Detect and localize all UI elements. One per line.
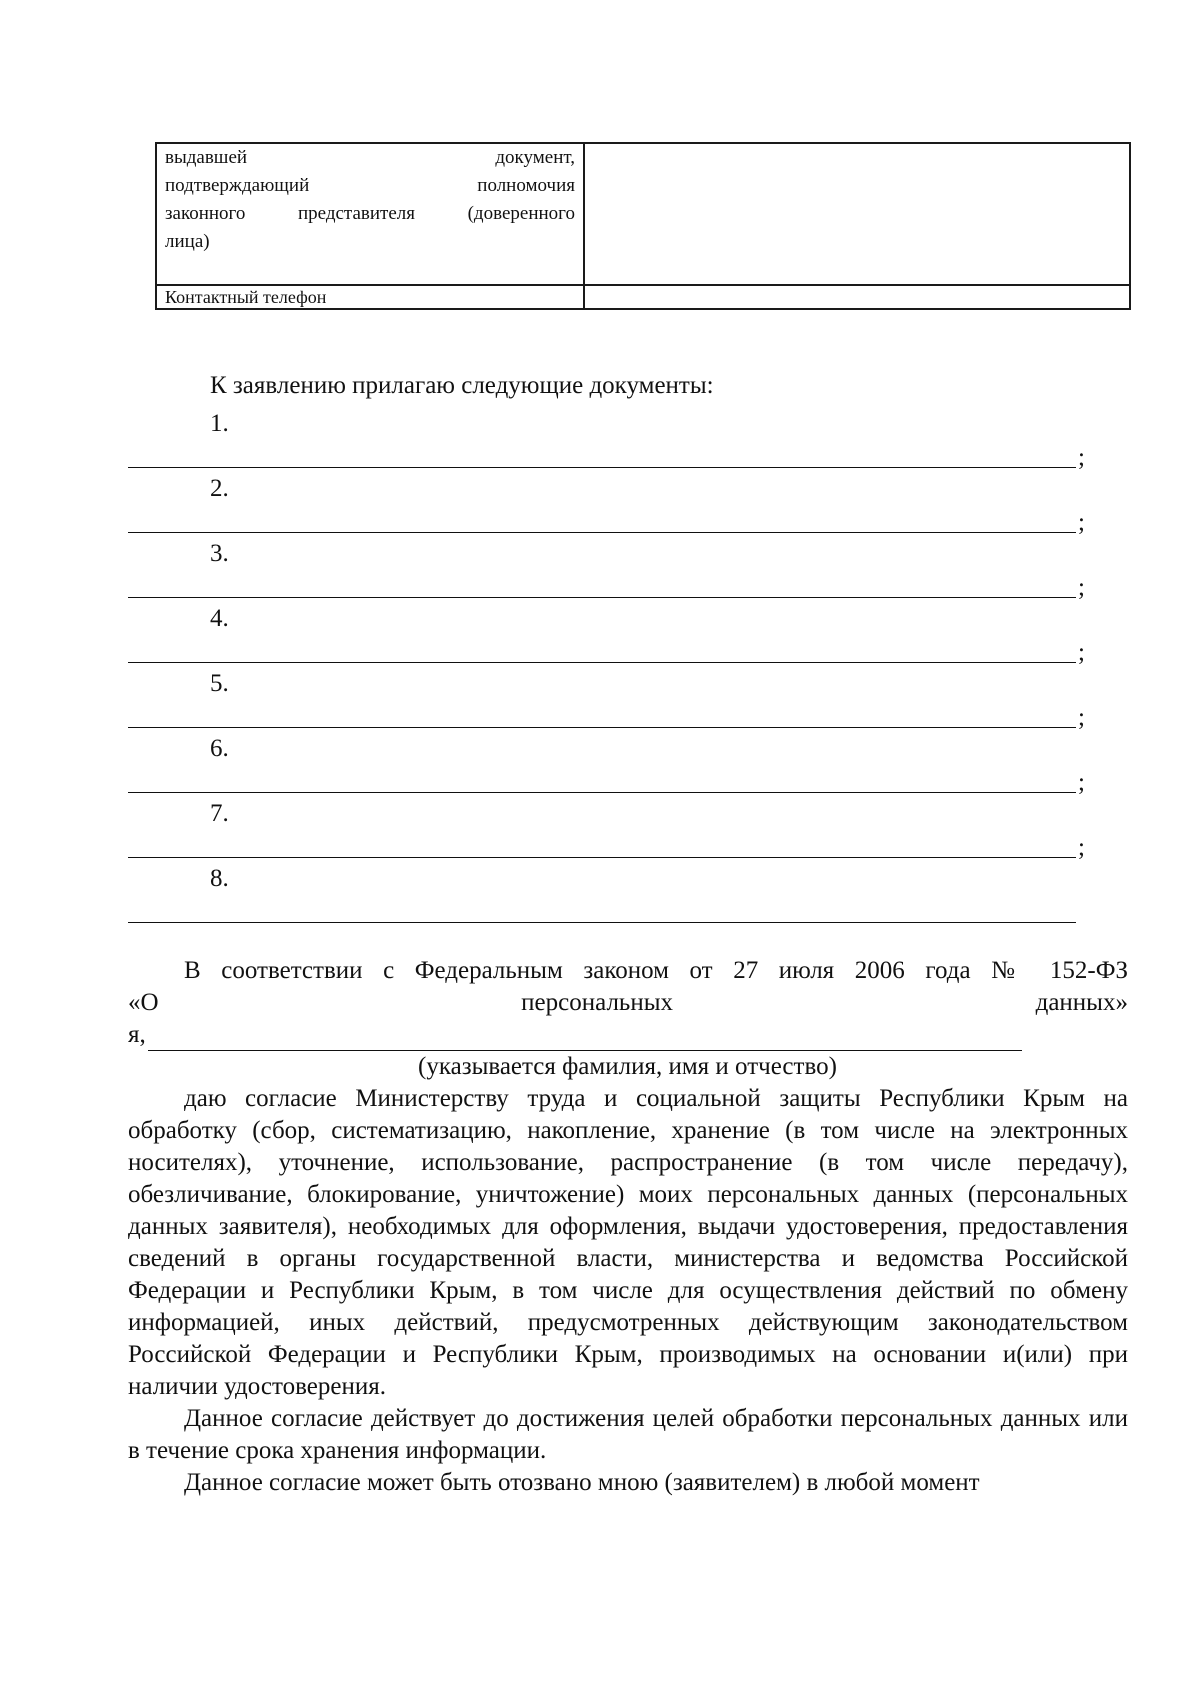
list-item	[128, 865, 1088, 930]
authority-label-line: выдавшей документ,	[165, 147, 575, 168]
attachment-fill-line[interactable]	[128, 857, 1076, 858]
authority-label-line: законного представителя (доверенного	[165, 203, 575, 224]
list-item	[128, 410, 1088, 475]
phone-label-cell: Контактный телефон	[156, 285, 584, 309]
name-prefix: я,	[128, 1021, 146, 1048]
attachments-title: К заявлению прилагаю следующие документы:	[210, 372, 714, 399]
consent-section	[128, 955, 1128, 1499]
full-name-row	[128, 1019, 1128, 1051]
authority-label-line: лица)	[165, 231, 210, 252]
attachment-number: 5.	[210, 670, 229, 697]
attachment-fill-line[interactable]	[128, 597, 1076, 598]
attachment-fill-line[interactable]	[128, 662, 1076, 663]
attachment-number: 2.	[210, 475, 229, 502]
list-item	[128, 475, 1088, 540]
revocation-paragraph: Данное согласие может быть отозвано мною (заявителем) в любой момент	[184, 1469, 980, 1496]
law-title-word: персональных	[521, 989, 673, 1016]
attachment-number: 7.	[210, 800, 229, 827]
attachment-number: 4.	[210, 605, 229, 632]
table-row	[156, 285, 1130, 309]
law-reference-line: В соответствии с Федеральным законом от 27 июля 2006 года № 152-ФЗ	[184, 957, 1128, 984]
list-item	[128, 605, 1088, 670]
validity-paragraph: Данное согласие действует до достижения целей обработки персональных данных или в течение срока хранения информации.	[128, 1405, 1128, 1464]
applicant-info-table	[155, 142, 1131, 310]
law-title-word: «О	[128, 989, 159, 1016]
law-title-line	[128, 987, 1128, 1019]
attachment-fill-line[interactable]	[128, 467, 1076, 468]
attachment-separator: ;	[1078, 704, 1085, 731]
authority-label-cell	[156, 143, 584, 285]
attachment-separator: ;	[1078, 769, 1085, 796]
attachment-separator: ;	[1078, 574, 1085, 601]
attachment-fill-line[interactable]	[128, 532, 1076, 533]
list-item	[128, 735, 1088, 800]
attachment-number: 8.	[210, 865, 229, 892]
law-title-word: данных»	[1035, 989, 1128, 1016]
phone-value-cell[interactable]	[584, 285, 1130, 309]
authority-value-cell[interactable]	[584, 143, 1130, 285]
attachment-separator: ;	[1078, 509, 1085, 536]
attachment-fill-line[interactable]	[128, 727, 1076, 728]
attachment-number: 1.	[210, 410, 229, 437]
attachment-separator: ;	[1078, 444, 1085, 471]
consent-paragraph: даю согласие Министерству труда и социальной защиты Республики Крым на обработку (сбор, систематизацию, накопление, хранение (в том числе на электронных носителях), уточнение, использование, распространение (в том числе передачу), обезличивание, блокирование, уничтожение) моих персональных данных (персональных данных заявителя), необходимых для оформления, выдачи удостоверения, предоставления сведений в органы государственной власти, министерства и ведомства Российской Федерации и Республики Крым, в том числе для осуществления действий по обмену информацией, иных действий, предусмотренных действующим законодательством Российской Федерации и Республики Крым, производимых на основании и(или) при наличии удостоверения.	[128, 1085, 1128, 1400]
attachment-separator: ;	[1078, 834, 1085, 861]
attachments-list	[128, 410, 1088, 930]
list-item	[128, 540, 1088, 605]
full-name-fill-line[interactable]	[148, 1028, 1022, 1051]
table-row	[156, 143, 1130, 285]
attachment-number: 6.	[210, 735, 229, 762]
list-item	[128, 800, 1088, 865]
attachment-fill-line[interactable]	[128, 792, 1076, 793]
attachment-separator: ;	[1078, 639, 1085, 666]
authority-label-line: подтверждающий полномочия	[165, 175, 575, 196]
list-item	[128, 670, 1088, 735]
attachment-number: 3.	[210, 540, 229, 567]
full-name-hint: (указывается фамилия, имя и отчество)	[418, 1053, 837, 1080]
attachment-fill-line[interactable]	[128, 922, 1076, 923]
